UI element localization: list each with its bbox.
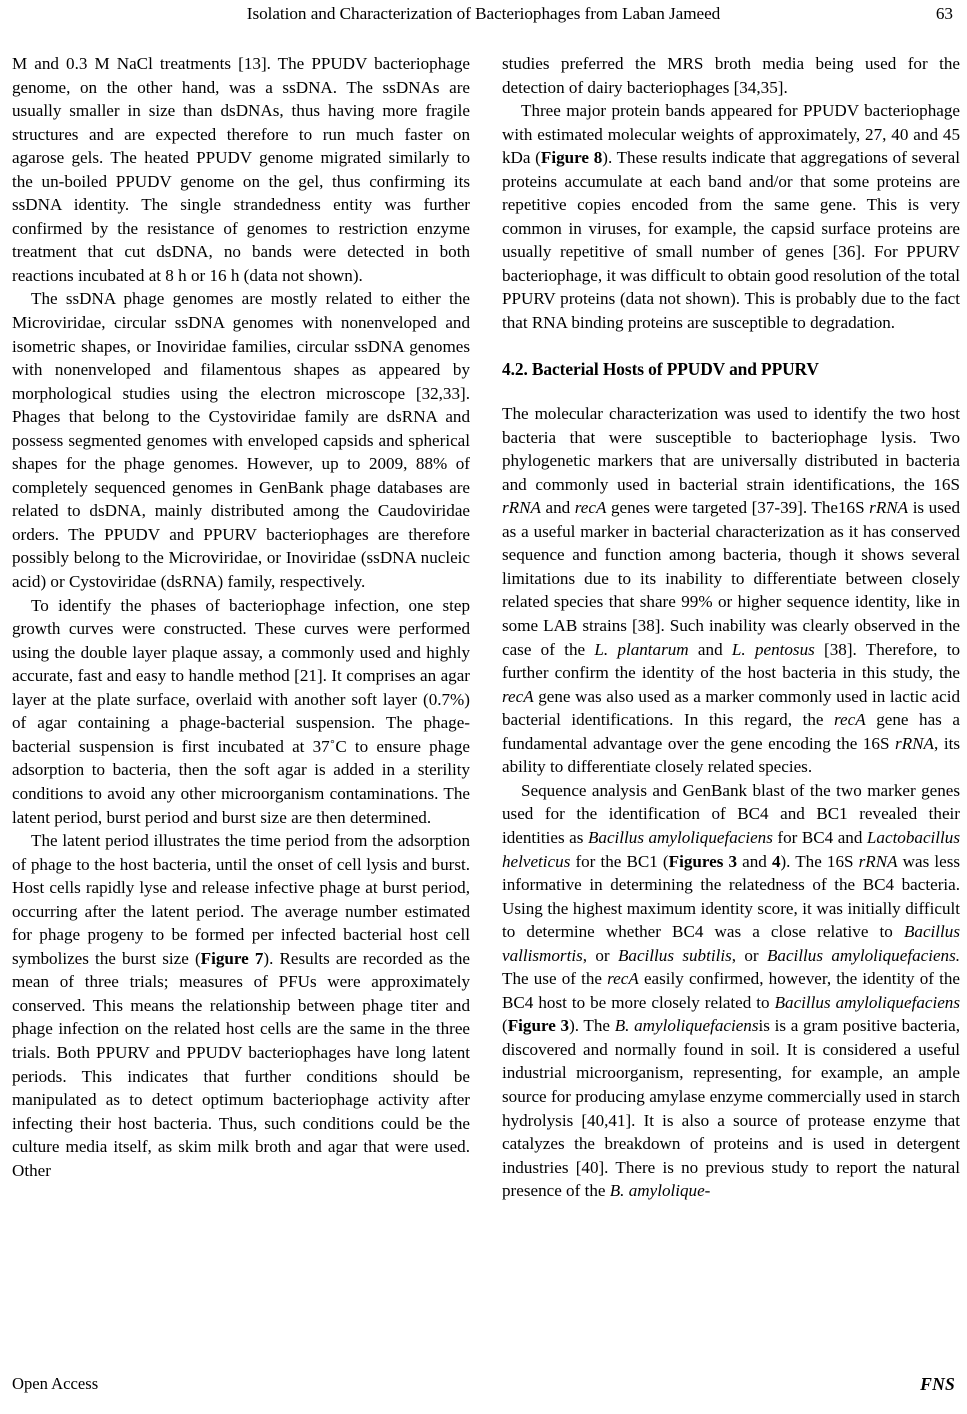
paragraph: The ssDNA phage genomes are mostly related to either the Microviridae, circular ssDNA genomes with nonenveloped and isometric shapes, or Inoviridae families, circular ssDNA genomes with nonenveloped and filamentous shapes as appeared by morphological studies using the electron microscope [32,33]. Phages that belong to the Cystoviridae family are dsRNA and possess segmented genomes with enveloped capsids and spherical shapes for the phage genomes. However, up to 2009, 88% of completely sequenced genomes in GenBank phage databases are related to dsDNA, mainly distributed among the Caudoviridae orders. The PPUDV and PPURV bacteriophages are therefore possibly belong to the Microviridae, or Inoviridae (ssDNA nucleic acid) or Cystoviridae (dsRNA) family, respectively. <box>12 289 470 592</box>
text-run: Sequence analysis and GenBank blast of the two marker genes used for the identification of BC4 and BC1 revealed their identities as <box>502 780 960 847</box>
text-run: is used as a useful marker in bacterial characterization as it has conserved sequence and function among bacteria, though it shows several limitations due to its inability to differentiate between closely related species that share 99% or higher sequence identity, like in some LAB strains [38]. Such inability was clearly observed in the case of the <box>502 498 960 659</box>
heading-spacer-above <box>502 335 960 358</box>
section-heading: 4.2. Bacterial Hosts of PPUDV and PPURV <box>502 358 819 379</box>
text-run: The latent period illustrates the time period from the adsorption of phage to the host bacteria, until the onset of cell lysis and burst. Host cells rapidly lyse and release infective phage at burst period, occurring after the latent period. The average number estimated for phage progeny to be formed per infected bacterial host cell symbolizes the burst size ( <box>12 831 470 968</box>
scientific-name: rRNA <box>869 498 909 518</box>
text-run: for BC4 and <box>772 827 867 847</box>
right-column <box>502 52 960 1336</box>
text-run: and <box>737 851 772 871</box>
scientific-name: Lactobacillus helveticus <box>502 827 960 871</box>
text-run: genes were targeted [37-39]. The16S <box>606 498 870 518</box>
page-number: 63 <box>935 4 953 23</box>
scientific-name: L. pentosus <box>731 639 815 659</box>
text-run: gene was also used as a marker commonly used in lactic acid bacterial identifications. In this regard, the <box>502 686 960 730</box>
scientific-name: rRNA <box>895 733 934 753</box>
scientific-name: recA <box>834 710 866 730</box>
scientific-name: Bacillus vallismortis <box>502 922 960 965</box>
text-run: The use of the <box>502 969 608 989</box>
scientific-name: Bacillus amyloliquefaciens <box>774 992 960 1012</box>
text-run: is is a gram positive bacteria, discovered and normally found in soil. It is considered a useful industrial microorganism, representing, for example, an ample source for producing amylase enzyme commercially used in starch hydrolysis [40,41]. It is also a source of protease enzyme that catalyzes the breakdown of proteins and is used in detergent industries [40]. There is no previous study to report the natural presence of the <box>502 1016 960 1201</box>
figure-reference: Figures 3 <box>668 851 738 871</box>
text-run: was less informative in determining the relatedness of the BC4 bacteria. Using the highest maximum identity score, it was initially difficult to determine whether BC4 was a close relative to <box>502 851 961 942</box>
paragraph: To identify the phases of bacteriophage infection, one step growth curves were constructed. These curves were performed using the double layer plaque assay, a commonly used and highly accurate, fast and easy to handle method [21]. It comprises an agar layer at the plate surface, overlaid with another soft layer (0.7%) of agar containing a phage-bacterial suspension. The phage-bacterial suspension is first incubated at 37˚C to ensure phage adsorption to bacteria, then the soft agar is added in a sterility conditions to avoid any other microorganism contaminations. The latent period, burst period and burst size are then determined. <box>12 595 470 827</box>
figure-reference: 4 <box>771 851 781 871</box>
page-footer <box>12 1372 955 1396</box>
running-head-title: Isolation and Characterization of Bacteriophages from Laban Jameed <box>246 4 721 23</box>
text-run: ). The <box>569 1016 615 1036</box>
text-run: [38]. Therefore, to further confirm the identity of the host bacteria in this study, the <box>502 639 960 683</box>
journal-abbrev-label: FNS <box>920 1373 955 1394</box>
text-run: and <box>688 639 732 659</box>
figure-reference: Figure 7 <box>200 948 264 968</box>
left-column <box>12 52 470 1336</box>
scientific-name: Bacillus subtilis <box>617 945 732 965</box>
text-run: ). Results are recorded as the mean of three trials; measures of PFUs were approximately conserved. This means the relationship between phage titer and phage infection on the related host cells are the same in the three trials. Both PPURV and PPUDV bacteriophages have long latent periods. This indicates that further conditions should be manipulated as to detect optimum bacteriophage activity after infecting their host bacteria. Thus, such conditions could be the culture media itself, as skim milk broth and agar that were used. Other <box>12 948 470 1180</box>
text-run: gene has a fundamental advantage over the gene encoding the 16S <box>502 710 960 753</box>
scientific-name: recA <box>574 498 607 518</box>
scientific-name: Bacillus amyloliquefaciens. <box>766 945 961 965</box>
paragraph <box>12 829 470 1182</box>
scientific-name: rRNA <box>502 498 541 518</box>
text-run: , its ability to differentiate closely related species. <box>502 733 960 777</box>
running-head <box>12 0 955 38</box>
text-run: and <box>540 498 575 518</box>
text-run: ). These results indicate that aggregations of several proteins accumulate at each band and/or that some proteins are repetitive copies encoded from the same gene. This is very common in viruses, for example, the capsid surface proteins are usually repetitive of small number of genes [36]. For PPURV bacteriophage, it was difficult to obtain good resolution of the total PPURV proteins (data not shown). This is probably due to the fact that RNA binding proteins are susceptible to degradation. <box>502 148 960 333</box>
text-run: Three major protein bands appeared for PPUDV bacteriophage with estimated molecular weights of approximately, 27, 40 and 45 kDa ( <box>502 101 960 168</box>
heading-spacer-below <box>502 381 960 402</box>
paragraph <box>502 99 960 334</box>
scientific-name: rRNA <box>858 851 898 871</box>
paragraph: M and 0.3 M NaCl treatments [13]. The PPUDV bacteriophage genome, on the other hand, was a ssDNA. The ssDNAs are usually smaller in size than dsDNAs, thus having more fragile structures and are expected therefore to run much faster on agarose gels. The heated PPUDV genome migrated similarly to the un-boiled PPUDV genome on the gel, thus confirming its ssDNA identity. The single strandedness entity was further confirmed by the resistance of genomes to restriction enzyme treatment that cut dsDNA, no bands were detected in both reactions incubated at 8 h or 16 h (data not shown). <box>12 54 470 285</box>
open-access-label: Open Access <box>12 1374 99 1393</box>
text-run: , or <box>731 945 767 965</box>
text-run: The molecular characterization was used to identify the two host bacteria that were susceptible to bacteriophage lysis. Two phylogenetic markers that are universally distributed in bacteria and commonly used in bacterial strain identifications, the 16S <box>502 404 960 494</box>
figure-reference: Figure 3 <box>507 1016 570 1036</box>
text-run: ). The 16S <box>780 851 859 871</box>
text-run: , or <box>582 945 618 965</box>
paragraph: studies preferred the MRS broth media being used for the detection of dairy bacteriophages [34,35]. <box>502 54 960 97</box>
body-columns <box>12 52 961 1336</box>
paragraph <box>502 779 960 1203</box>
figure-reference: Figure 8 <box>540 148 603 168</box>
scientific-name: L. plantarum <box>594 639 689 659</box>
paragraph <box>502 402 960 779</box>
text-run: easily confirmed, however, the identity of the BC4 host to be more closely related to <box>502 969 960 1012</box>
text-run: ( <box>502 1016 508 1036</box>
scientific-name: B. amylolique- <box>609 1181 711 1201</box>
text-run: for the BC1 ( <box>570 851 669 871</box>
scientific-name: recA <box>502 686 534 706</box>
scientific-name: recA <box>607 969 639 989</box>
scientific-name: B. amyloliquefaciens <box>614 1016 759 1036</box>
scientific-name: Bacillus amyloliquefaciens <box>587 827 773 847</box>
